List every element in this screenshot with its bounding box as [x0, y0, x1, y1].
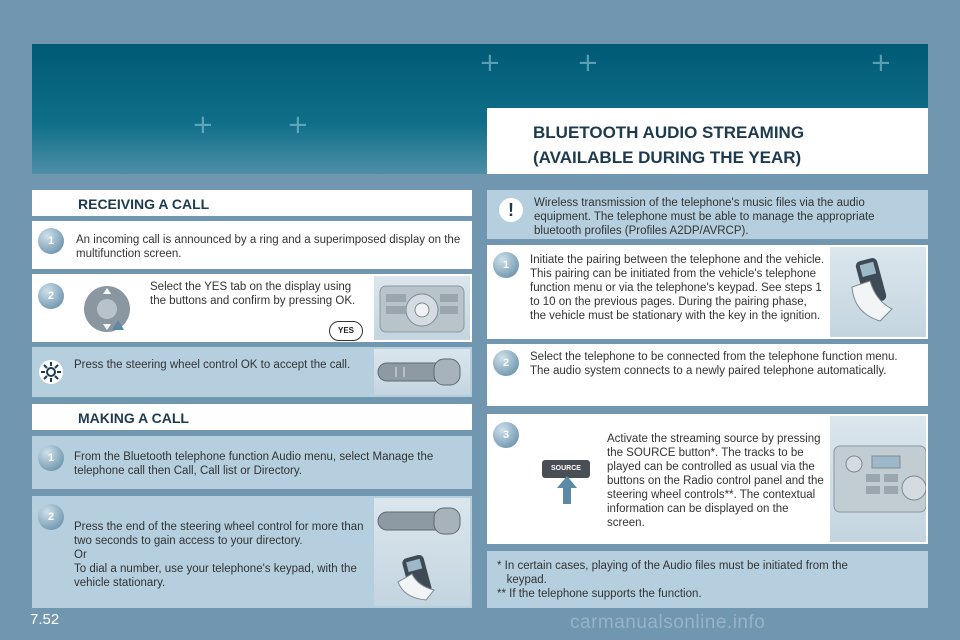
warning-text: Wireless transmission of the telephone's music files via the audio equipment. The telephone must be able to manage the appropriate bluetooth profiles (Profiles A2DP/AVRCP). [534, 197, 875, 237]
notes-panel [487, 551, 928, 608]
receiving-step1-panel [32, 221, 472, 269]
making-step1-panel [32, 436, 472, 489]
step-badge: 2 [493, 350, 519, 376]
streaming-step3-text: Activate the streaming source by pressing the SOURCE button*. The tracks to be played can be controlled as usual via the buttons on the Radio control panel and the steering wheel controls**. The contextual information can be displayed on the screen. [607, 433, 824, 529]
steering-control-image [374, 349, 470, 395]
step-badge: 2 [38, 283, 64, 309]
streaming-step1-text: Initiate the pairing between the telephone and the vehicle. This pairing can be initiated from the vehicle's telephone function menu or via the telephone's keypad. See steps 1 to 10 on the previous pages. During the pairing phase, the vehicle must be stationary with the key in the ignition. [530, 254, 825, 322]
streaming-step3-panel [487, 414, 928, 544]
arrow-up-icon [557, 476, 577, 504]
making-step1-text: From the Bluetooth telephone function Audio menu, select Manage the telephone call then Call, Call list or Directory. [74, 451, 434, 477]
watermark: carmanualsonline.info [570, 612, 766, 633]
plus-decoration: + [192, 110, 214, 140]
receiving-step2-text: Select the YES tab on the display using the buttons and confirm by pressing OK. [150, 281, 356, 307]
plus-decoration: + [479, 48, 501, 78]
navigation-buttons-icon [82, 282, 132, 336]
plus-decoration: + [577, 48, 599, 78]
warning-panel [487, 190, 928, 239]
control-panel-image [374, 276, 470, 340]
source-button: SOURCE [542, 460, 590, 478]
steering-phone-image [374, 498, 470, 606]
page-number: 7.52 [30, 611, 60, 628]
plus-decoration: + [870, 48, 892, 78]
step-badge: 3 [493, 422, 519, 448]
yes-tab: YES [329, 321, 363, 341]
step-badge: 1 [38, 228, 64, 254]
streaming-step2-text: Select the telephone to be connected from the telephone function menu. The audio system connects to a newly paired telephone automatically. [530, 351, 898, 377]
phone-hand-image [830, 247, 926, 337]
receiving-wheel-panel [32, 347, 472, 397]
step-badge: 1 [38, 445, 64, 471]
step-badge: 1 [493, 252, 519, 278]
steering-wheel-icon [38, 359, 64, 385]
notes-text: * In certain cases, playing of the Audio files must be initiated from the keypad. ** If the telephone supports the function. [497, 560, 848, 600]
streaming-step2-panel [487, 344, 928, 406]
making-step2-text: Press the end of the steering wheel control for more than two seconds to gain access to your directory. Or To dial a number, use your telephone's keypad, with the vehicle stationary. [74, 521, 364, 589]
radio-panel-image [830, 416, 926, 542]
title-box [487, 108, 928, 174]
making-step2-panel [32, 496, 472, 608]
receiving-step1-text: An incoming call is announced by a ring and a superimposed display on the multifunction screen. [76, 234, 461, 260]
receiving-wheel-text: Press the steering wheel control OK to accept the call. [74, 359, 351, 371]
making-heading: MAKING A CALL [32, 404, 472, 430]
warning-icon: ! [499, 198, 523, 222]
streaming-step1-panel [487, 245, 928, 339]
plus-decoration: + [287, 110, 309, 140]
step-badge: 2 [38, 504, 64, 530]
receiving-step2-panel [32, 274, 472, 342]
page-title: BLUETOOTH AUDIO STREAMING (AVAILABLE DURING THE YEAR) [533, 123, 805, 167]
receiving-heading: RECEIVING A CALL [32, 190, 472, 216]
